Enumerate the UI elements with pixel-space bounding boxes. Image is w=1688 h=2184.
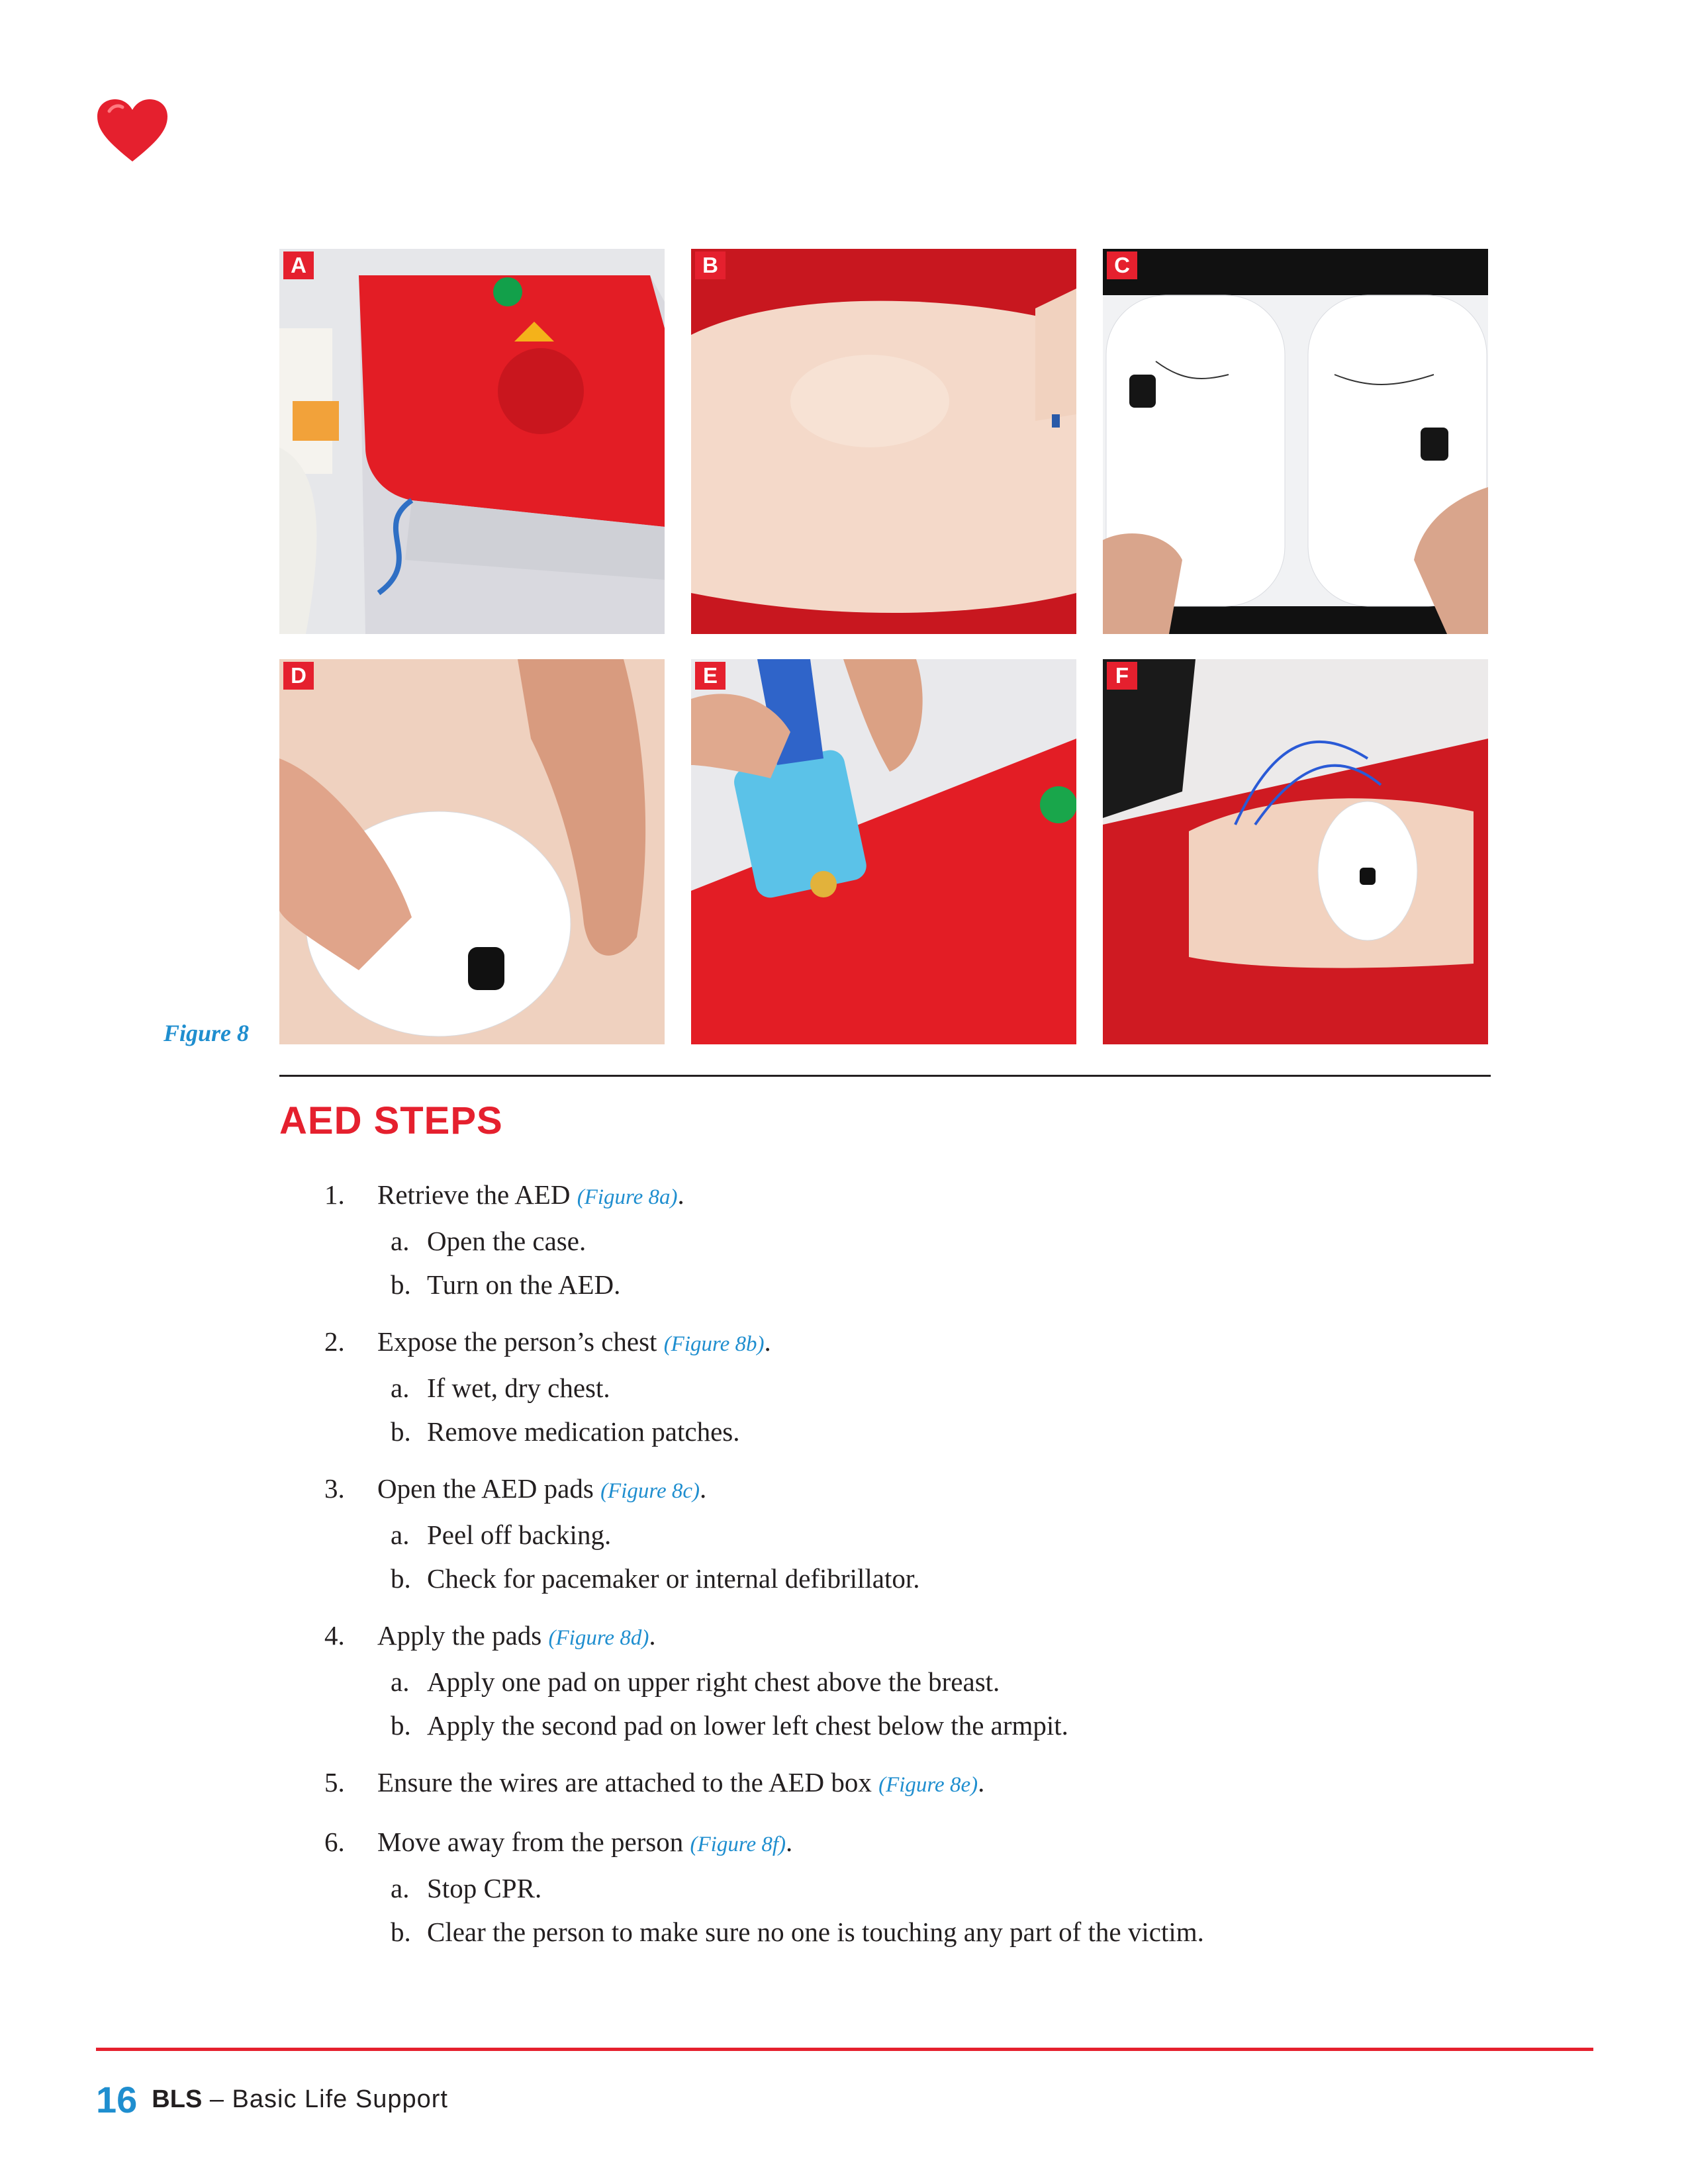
step-end: .: [700, 1473, 707, 1504]
sub-step-text: If wet, dry chest.: [427, 1373, 610, 1403]
sub-step: [324, 1660, 1503, 1704]
sub-step: [324, 1557, 1503, 1600]
sub-step-letter: a.: [391, 1873, 410, 1903]
sub-step-text: Apply the second pad on lower left chest below the armpit.: [427, 1710, 1068, 1741]
step-text: Open the AED pads: [377, 1473, 594, 1504]
step-text: Ensure the wires are attached to the AED box: [377, 1767, 872, 1797]
figure-reference: (Figure 8c): [600, 1479, 700, 1503]
sub-step-text: Peel off backing.: [427, 1520, 612, 1550]
sub-step-text: Remove medication patches.: [427, 1416, 740, 1447]
section-divider: [279, 1075, 1491, 1077]
step-text: Move away from the person: [377, 1827, 684, 1857]
sub-step-letter: b.: [391, 1269, 411, 1300]
figure-reference: (Figure 8e): [878, 1773, 978, 1797]
figure-photo-f: [1103, 659, 1488, 1044]
step-number: 2.: [324, 1326, 345, 1357]
panel-letter-d: D: [283, 662, 314, 690]
sub-step-letter: b.: [391, 1416, 411, 1447]
heart-logo-icon: [96, 98, 169, 164]
step-item: [324, 1820, 1503, 1954]
step-item: [324, 1173, 1503, 1306]
sub-step-letter: b.: [391, 1710, 411, 1741]
step-end: .: [978, 1767, 985, 1797]
step-item: [324, 1760, 1503, 1807]
panel-letter-b: B: [695, 251, 726, 279]
sub-step-letter: a.: [391, 1666, 410, 1697]
figure-reference: (Figure 8a): [577, 1185, 678, 1209]
footer-bls: BLS: [152, 2085, 203, 2113]
figure-photo-b: [691, 249, 1076, 634]
page-number: 16: [96, 2079, 138, 2120]
panel-letter-a: A: [283, 251, 314, 279]
figure-reference: (Figure 8b): [663, 1332, 765, 1356]
sub-step-text: Turn on the AED.: [427, 1269, 621, 1300]
sub-step: [324, 1366, 1503, 1410]
step-end: .: [764, 1326, 771, 1357]
sub-step-text: Clear the person to make sure no one is touching any part of the victim.: [427, 1917, 1204, 1947]
step-text: Apply the pads: [377, 1620, 542, 1651]
step-text: Expose the person’s chest: [377, 1326, 657, 1357]
figure-photo-c: [1103, 249, 1488, 634]
figure-reference: (Figure 8d): [548, 1626, 649, 1650]
step-text: Retrieve the AED: [377, 1179, 571, 1210]
step-number: 3.: [324, 1473, 345, 1504]
panel-letter-c: C: [1107, 251, 1137, 279]
figure-reference: (Figure 8f): [690, 1833, 786, 1856]
step-end: .: [677, 1179, 684, 1210]
sub-step: [324, 1263, 1503, 1306]
step-end: .: [786, 1827, 793, 1857]
sub-step-letter: b.: [391, 1563, 411, 1594]
step-number: 6.: [324, 1827, 345, 1857]
sub-step: [324, 1513, 1503, 1557]
sub-step: [324, 1219, 1503, 1263]
step-item: [324, 1320, 1503, 1453]
sub-step: [324, 1704, 1503, 1747]
sub-step-text: Check for pacemaker or internal defibrillator.: [427, 1563, 920, 1594]
panel-letter-e: E: [695, 662, 726, 690]
page-footer: [96, 2078, 448, 2121]
sub-step-letter: a.: [391, 1373, 410, 1403]
step-number: 5.: [324, 1767, 345, 1797]
sub-step-text: Stop CPR.: [427, 1873, 542, 1903]
sub-step-letter: b.: [391, 1917, 411, 1947]
steps-list: [324, 1173, 1503, 1954]
sub-step: [324, 1410, 1503, 1453]
section-title: AED STEPS: [279, 1099, 503, 1142]
footer-subtitle: – Basic Life Support: [202, 2085, 448, 2113]
sub-step-letter: a.: [391, 1226, 410, 1256]
figure-photo-a: [279, 249, 665, 634]
panel-letter-f: F: [1107, 662, 1137, 690]
figure-photo-e: [691, 659, 1076, 1044]
step-item: [324, 1467, 1503, 1600]
step-item: [324, 1614, 1503, 1747]
sub-step: [324, 1866, 1503, 1910]
figure-photo-d: [279, 659, 665, 1044]
step-number: 4.: [324, 1620, 345, 1651]
footer-divider: [96, 2048, 1593, 2051]
step-end: .: [649, 1620, 656, 1651]
sub-step: [324, 1910, 1503, 1954]
sub-step-text: Open the case.: [427, 1226, 586, 1256]
step-number: 1.: [324, 1179, 345, 1210]
sub-step-text: Apply one pad on upper right chest above the breast.: [427, 1666, 1000, 1697]
sub-step-letter: a.: [391, 1520, 410, 1550]
figure-caption: Figure 8: [164, 1020, 250, 1046]
